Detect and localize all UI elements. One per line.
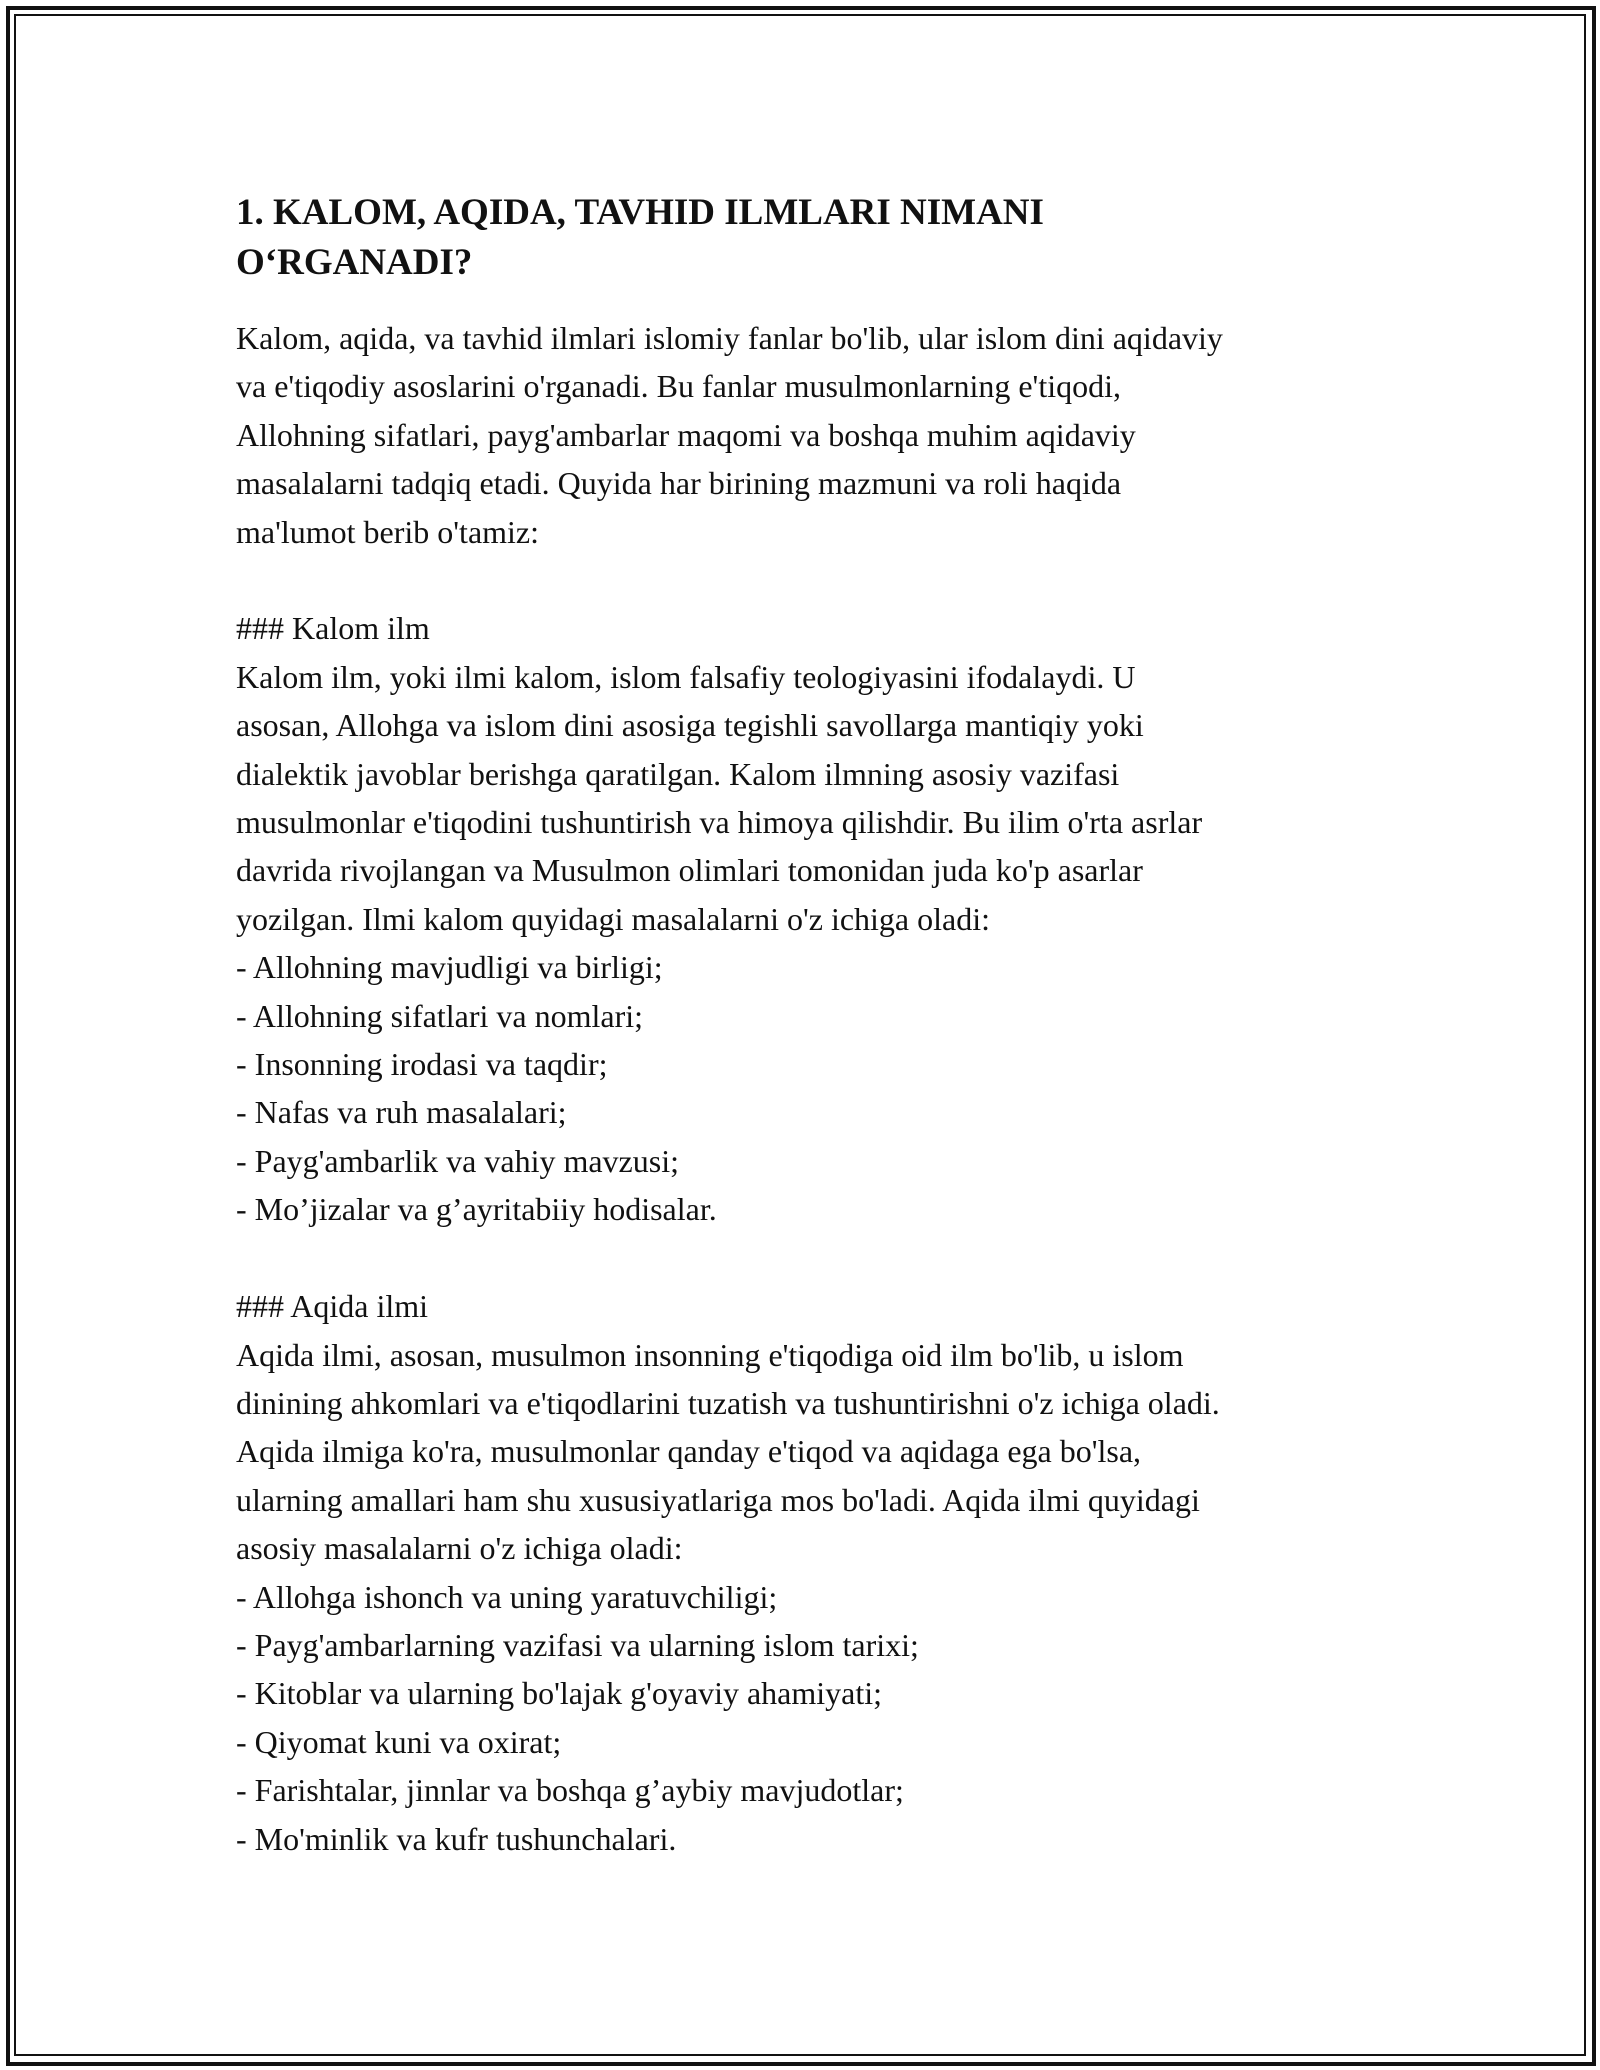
list-item: - Mo’jizalar va g’ayritabiiy hodisalar. bbox=[236, 1191, 717, 1228]
list-item: - Insonning irodasi va taqdir; bbox=[236, 1046, 608, 1083]
kalom-section bbox=[236, 604, 1396, 1233]
text-line: musulmonlar e'tiqodini tushuntirish va himoya qilishdir. Bu ilim o'rta asrlar bbox=[236, 804, 1203, 841]
text-line: Aqida ilmiga ko'ra, musulmonlar qanday e'tiqod va aqidaga ega bo'lsa, bbox=[236, 1433, 1142, 1470]
text-line: Kalom ilm, yoki ilmi kalom, islom falsafiy teologiyasini ifodalaydi. U bbox=[236, 658, 1136, 695]
section-heading: ### Aqida ilmi bbox=[236, 1288, 428, 1325]
list-item: - Farishtalar, jinnlar va boshqa g’aybiy mavjudotlar; bbox=[236, 1772, 904, 1809]
title-line: O‘RGANADI? bbox=[236, 242, 473, 283]
list-item: - Nafas va ruh masalalari; bbox=[236, 1094, 567, 1131]
text-line: masalalarni tadqiq etadi. Quyida har birining mazmuni va roli haqida bbox=[236, 465, 1122, 502]
list-item: - Kitoblar va ularning bo'lajak g'oyaviy ahamiyati; bbox=[236, 1675, 883, 1712]
list-item: - Allohning sifatlari va nomlari; bbox=[236, 997, 644, 1034]
text-line: yozilgan. Ilmi kalom quyidagi masalalarni o'z ichiga oladi: bbox=[236, 900, 990, 937]
intro-paragraph bbox=[236, 314, 1396, 556]
text-line: dinining ahkomlari va e'tiqodlarini tuzatish va tushuntirishni o'z ichiga oladi. bbox=[236, 1384, 1220, 1421]
section-heading: ### Kalom ilm bbox=[236, 610, 430, 647]
text-line: Aqida ilmi, asosan, musulmon insonning e'tiqodiga oid ilm bo'lib, u islom bbox=[236, 1336, 1184, 1373]
text-line: Allohning sifatlari, payg'ambarlar maqomi va boshqa muhim aqidaviy bbox=[236, 416, 1136, 453]
blank-line bbox=[236, 1234, 1396, 1282]
text-line: ma'lumot berib o'tamiz: bbox=[236, 513, 540, 550]
text-line: Kalom, aqida, va tavhid ilmlari islomiy fanlar bo'lib, ular islom dini aqidaviy bbox=[236, 320, 1223, 356]
text-line: asosan, Allohga va islom dini asosiga tegishli savollarga mantiqiy yoki bbox=[236, 707, 1144, 744]
list-item: - Payg'ambarlarning vazifasi va ularning islom tarixi; bbox=[236, 1626, 919, 1663]
list-item: - Allohning mavjudligi va birligi; bbox=[236, 949, 663, 986]
list-item: - Allohga ishonch va uning yaratuvchiligi; bbox=[236, 1578, 778, 1615]
text-line: ularning amallari ham shu xususiyatlariga mos bo'ladi. Aqida ilmi quyidagi bbox=[236, 1481, 1200, 1518]
title-line: 1. KALOM, AQIDA, TAVHID ILMLARI NIMANI bbox=[236, 192, 1044, 233]
list-item: - Payg'ambarlik va vahiy mavzusi; bbox=[236, 1142, 679, 1179]
document-body bbox=[236, 188, 1396, 1863]
text-line: dialektik javoblar berishga qaratilgan. Kalom ilmning asosiy vazifasi bbox=[236, 755, 1120, 792]
text-line: asosiy masalalarni o'z ichiga oladi: bbox=[236, 1530, 683, 1567]
list-item: - Qiyomat kuni va oxirat; bbox=[236, 1723, 562, 1760]
list-item: - Mo'minlik va kufr tushunchalari. bbox=[236, 1820, 677, 1857]
document-title bbox=[236, 188, 1396, 288]
text-line: davrida rivojlangan va Musulmon olimlari tomonidan juda ko'p asarlar bbox=[236, 852, 1143, 889]
text-line: va e'tiqodiy asoslarini o'rganadi. Bu fanlar musulmonlarning e'tiqodi, bbox=[236, 368, 1121, 405]
blank-line bbox=[236, 556, 1396, 604]
aqida-section bbox=[236, 1282, 1396, 1863]
